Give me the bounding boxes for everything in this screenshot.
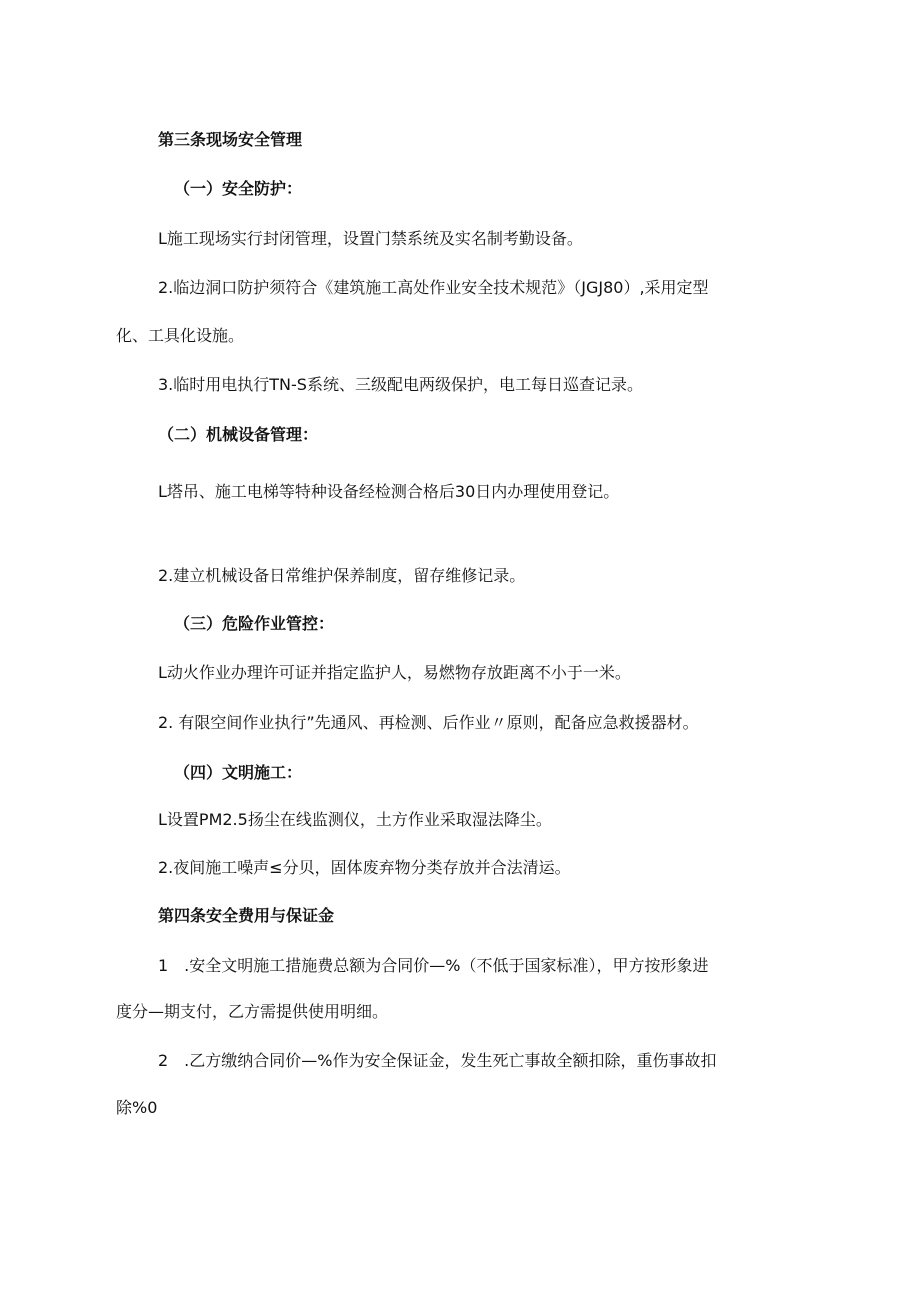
fee-item-1-line-1: 1 .安全文明施工措施费总额为合同价—%（不低于国家标准），甲方按形象进 xyxy=(158,956,709,975)
fee-item-2-line-1: 2 .乙方缴纳合同价—%作为安全保证金，发生死亡事故全额扣除，重伤事故扣 xyxy=(158,1051,717,1070)
hazard-item-1: L动火作业办理许可证并指定监护人，易燃物存放距离不小于一米。 xyxy=(158,663,631,682)
fee-item-2-line-2: 除%0 xyxy=(116,1098,158,1117)
safety-item-1: L施工现场实行封闭管理，设置门禁系统及实名制考勤设备。 xyxy=(158,229,583,248)
section-machinery-heading: （二）机械设备管理： xyxy=(158,425,319,444)
safety-item-2-line-1: 2.临边洞口防护须符合《建筑施工高处作业安全技术规范》（JGJ80）,采用定型 xyxy=(158,278,709,297)
section-safety-heading: （一）安全防护： xyxy=(174,179,303,198)
fee-item-1-line-2: 度分—期支付，乙方需提供使用明细。 xyxy=(116,1002,389,1021)
hazard-item-2: 2. 有限空间作业执行”先通风、再检测、后作业〃原则，配备应急救援器材。 xyxy=(158,713,699,732)
machinery-item-1: L塔吊、施工电梯等特种设备经检测合格后30日内办理使用登记。 xyxy=(158,482,620,501)
machinery-item-2: 2.建立机械设备日常维护保养制度，留存维修记录。 xyxy=(158,566,526,585)
safety-item-2-line-2: 化、工具化设施。 xyxy=(116,326,245,345)
safety-item-3: 3.临时用电执行TN-S系统、三级配电两级保护，电工每日巡查记录。 xyxy=(158,375,643,394)
civilized-item-1: L设置PM2.5扬尘在线监测仪，土方作业采取湿法降尘。 xyxy=(158,810,552,829)
section-civilized-heading: （四）文明施工： xyxy=(174,763,303,782)
article-4-title: 第四条安全费用与保证金 xyxy=(158,906,335,925)
article-3-title: 第三条现场安全管理 xyxy=(158,130,303,149)
section-hazard-heading: （三）危险作业管控： xyxy=(174,614,335,633)
civilized-item-2: 2.夜间施工噪声≤分贝，固体废弃物分类存放并合法清运。 xyxy=(158,858,571,877)
